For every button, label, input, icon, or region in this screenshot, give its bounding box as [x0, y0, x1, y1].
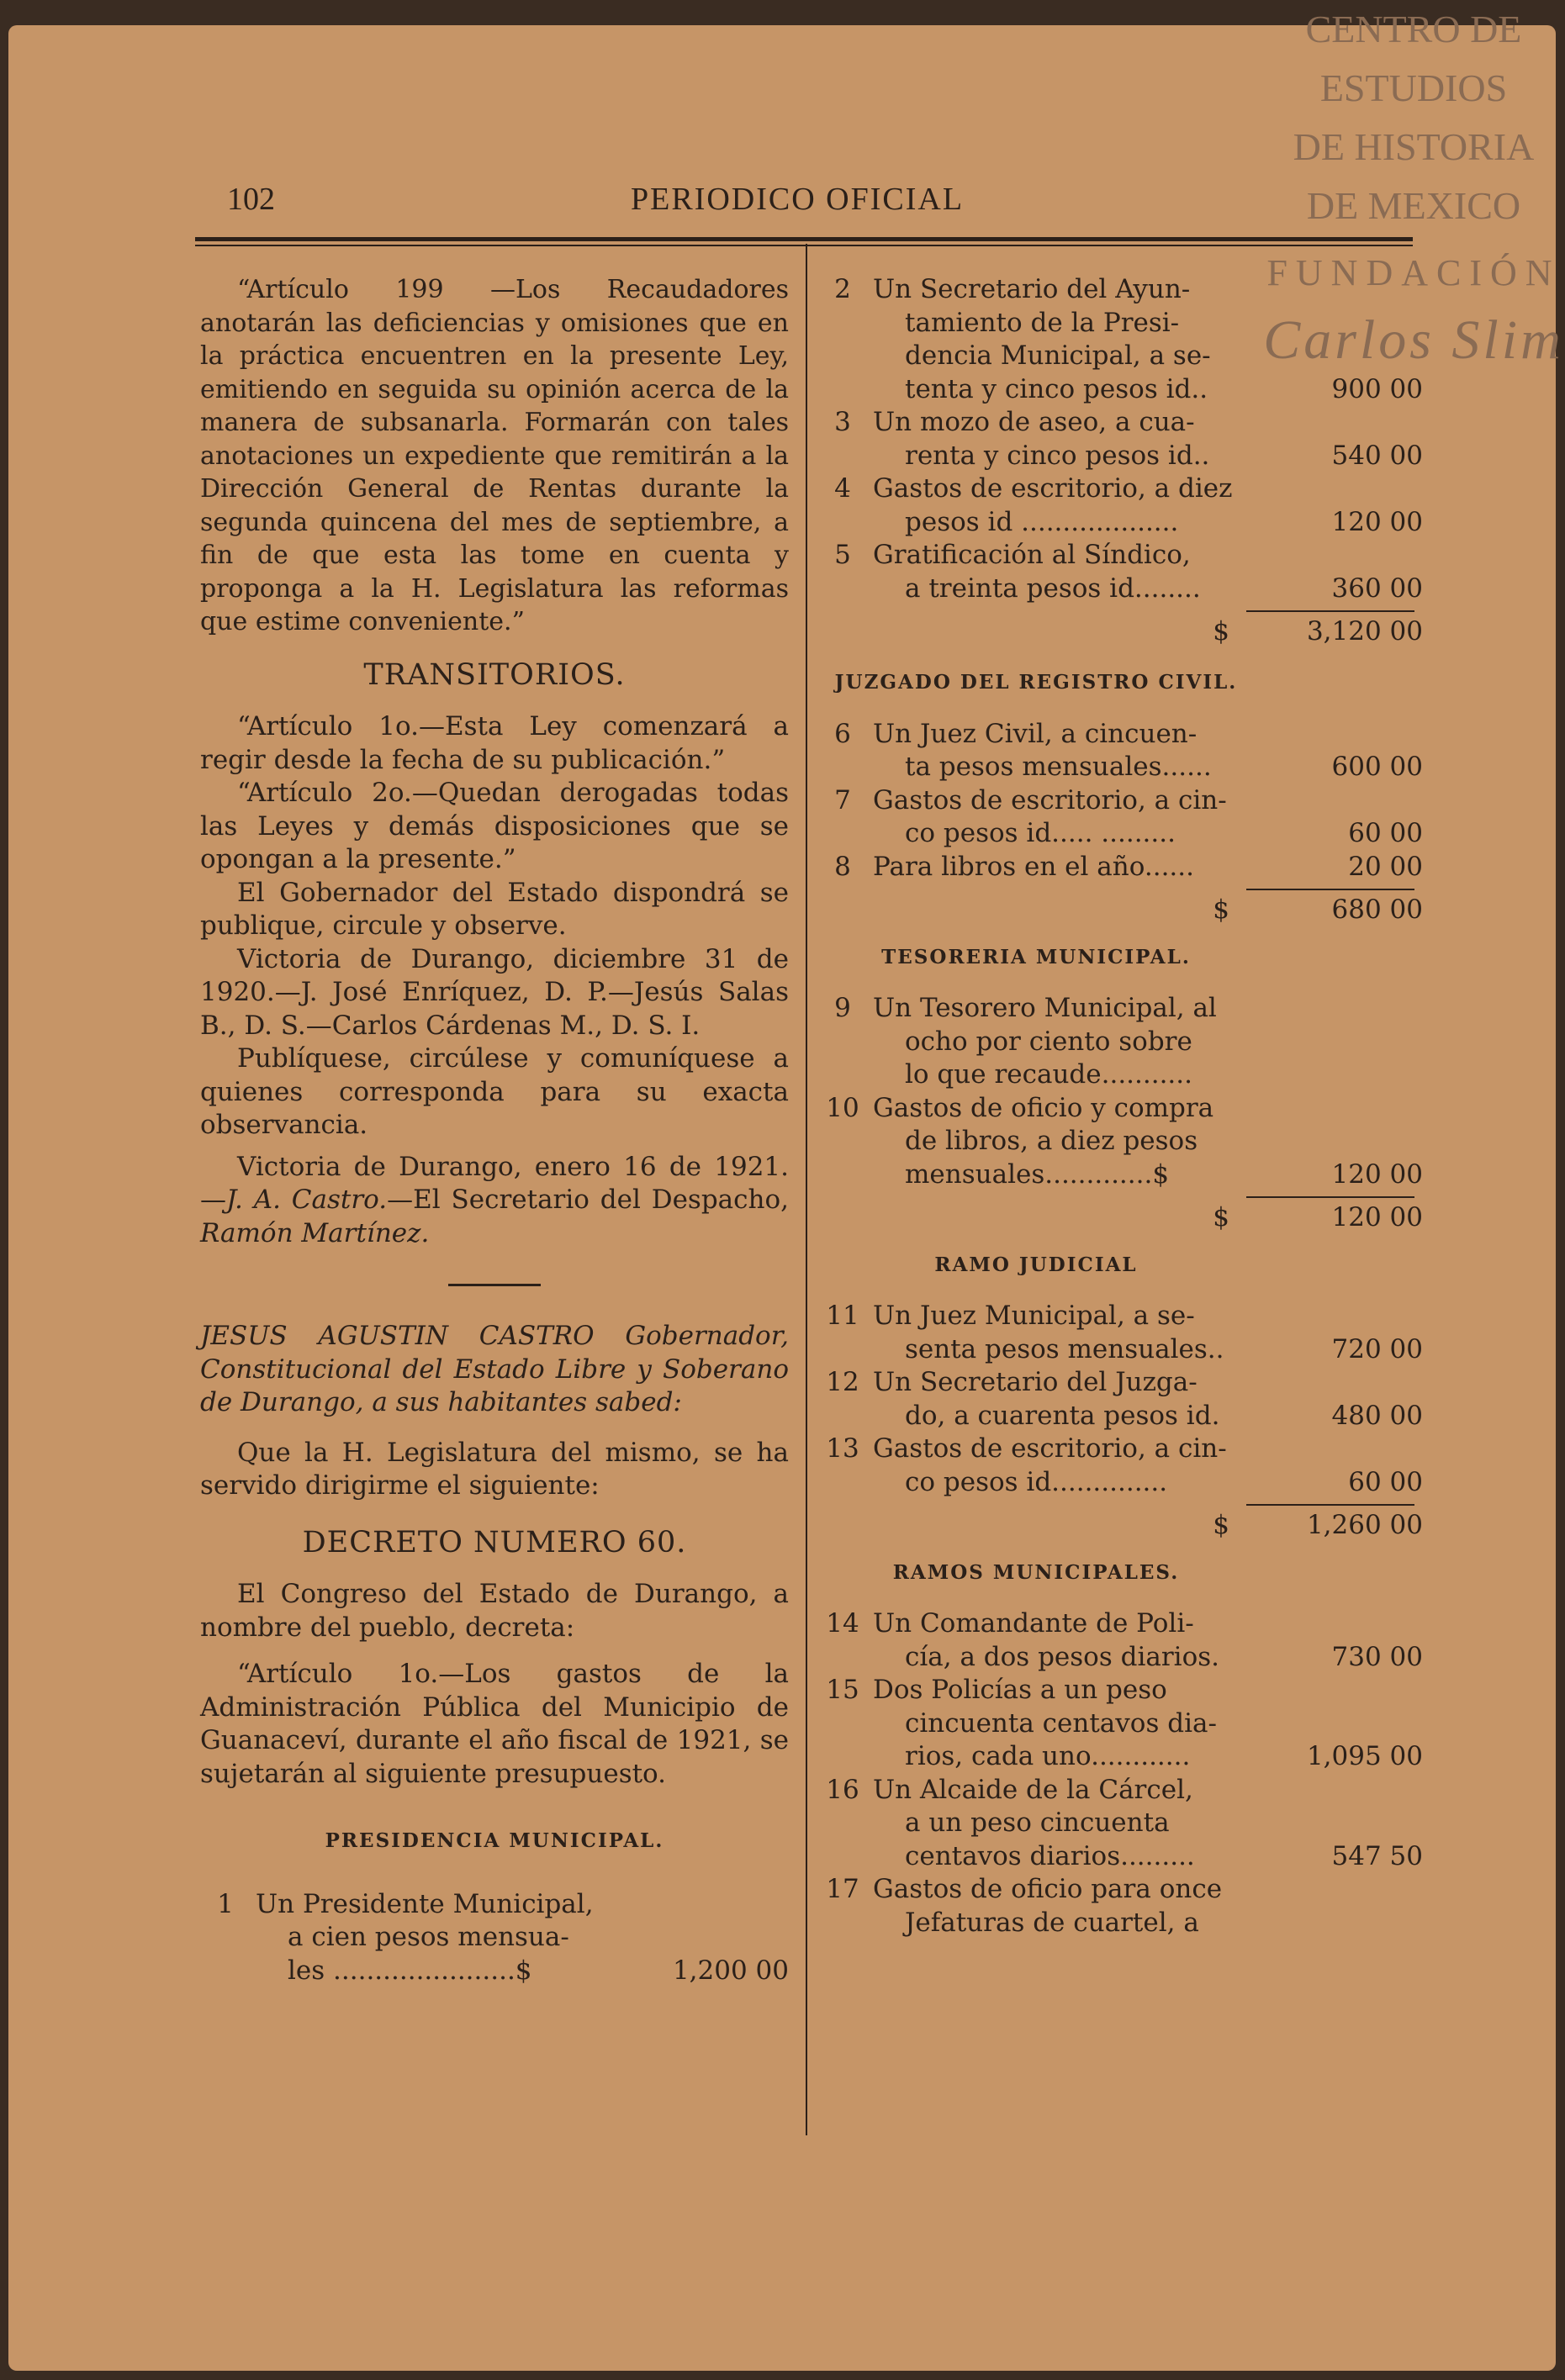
item-number: 4	[834, 473, 851, 504]
section-total	[817, 1509, 1423, 1543]
article-2: “Artículo 2o.—Quedan derogadas todas las Leyes y demás disposiciones que se opongan a la presente.”	[200, 778, 789, 874]
item-line: Un Presidente Municipal,	[256, 1888, 594, 1919]
budget-item	[817, 1873, 1423, 1939]
item-line: ta pesos mensuales......	[905, 752, 1212, 782]
budget-item	[817, 1092, 1423, 1192]
item-line: Un Tesorero Municipal, al	[873, 993, 1217, 1023]
section-total	[817, 615, 1423, 649]
item-description	[868, 472, 1255, 539]
budget-item	[200, 1888, 789, 1988]
item-number: 14	[826, 1608, 859, 1639]
item-line: centavos diarios.........	[905, 1840, 1195, 1871]
item-description	[868, 1433, 1255, 1499]
article-1: “Artículo 1o.—Esta Ley comenzará a regir desde la fecha de su publicación.”	[200, 711, 789, 775]
item-amount: 730 00	[1331, 1641, 1423, 1672]
item-description	[868, 992, 1255, 1092]
watermark-signature: Carlos Slim	[1263, 309, 1564, 371]
budget-item	[817, 472, 1423, 539]
sum-rule	[1246, 1196, 1414, 1198]
item-number: 9	[834, 993, 851, 1023]
section-total	[817, 894, 1423, 927]
item-number: 8	[834, 851, 851, 882]
item-line: Un Comandante de Poli-	[873, 1608, 1194, 1639]
item-line: senta pesos mensuales..	[905, 1333, 1224, 1364]
item-number: 17	[826, 1874, 859, 1904]
item-amount: 547 50	[1331, 1840, 1423, 1871]
item-description	[868, 273, 1255, 406]
item-line: co pesos id..............	[905, 1466, 1168, 1497]
item-number: 2	[834, 274, 851, 304]
item-amount: 1,095 00	[1306, 1741, 1423, 1771]
article-199: “Artículo 199 —Los Recaudadores anotarán las deficiencias y omisiones que en la práctica encuentren en la presente Ley, emitiendo en seguida su opinión acerca de la manera de subsanarla. Formarán con tales anotaciones un expediente que remitirán a la Dirección General de Rentas durante la segunda quincena del mes de septiembre, a fin de que esta las tome en cuenta y proponga a la H. Legislatura las reformas que estime conveniente.”	[200, 275, 789, 636]
victoria-date-text: Victoria de Durango, enero 16 de 1921.	[237, 1151, 789, 1182]
article-1-budget: “Artículo 1o.—Los gastos de la Administración Pública del Municipio de Guanaceví, durante el año fiscal de 1921, se sujetarán al siguiente presupuesto.	[200, 1659, 789, 1789]
item-amount: 60 00	[1348, 818, 1423, 848]
page-title: PERIODICO OFICIAL	[631, 182, 965, 217]
item-line: rios, cada uno............	[905, 1741, 1191, 1771]
decreto-heading: DECRETO NUMERO 60.	[302, 1525, 687, 1559]
item-line: Dos Policías a un peso	[873, 1675, 1167, 1705]
item-amount: 120 00	[1331, 1158, 1423, 1190]
budget-item	[817, 1366, 1423, 1433]
watermark-line: ESTUDIOS	[1319, 66, 1508, 109]
item-number: 7	[834, 784, 851, 815]
item-number: 11	[826, 1301, 859, 1331]
martinez-signature: Ramón Martínez.	[200, 1217, 430, 1248]
watermark-line: DE HISTORIA	[1293, 125, 1535, 168]
secretario-text: —El Secretario del Despacho,	[387, 1185, 790, 1215]
item-line: co pesos id..... .........	[905, 818, 1176, 848]
item-line: lo que recaude...........	[905, 1059, 1192, 1090]
item-amount: 60 00	[1348, 1466, 1423, 1497]
total-amount: 680 00	[1331, 894, 1423, 925]
currency-sign: $	[1213, 1202, 1229, 1232]
section-total	[817, 1201, 1423, 1235]
currency-sign: $	[1213, 1510, 1229, 1540]
item-line: de libros, a diez pesos	[905, 1126, 1198, 1156]
item-description	[868, 406, 1255, 472]
item-amount: 1,200 00	[672, 1955, 789, 1986]
sum-rule	[1246, 1504, 1414, 1506]
item-description	[868, 1873, 1255, 1939]
publiquese-text: Publíquese, circúlese y comuníquese a quienes corresponda para su exacta observancia.	[200, 1043, 789, 1140]
item-line: do, a cuarenta pesos id.	[905, 1400, 1220, 1431]
item-line: cincuenta centavos dia-	[905, 1707, 1217, 1739]
item-number: 13	[826, 1433, 859, 1464]
item-line: mensuales.............$	[905, 1158, 1170, 1190]
item-line: Gastos de escritorio, a diez	[873, 473, 1233, 504]
item-line: tenta y cinco pesos id..	[905, 373, 1208, 404]
victoria-date-1920: Victoria de Durango, diciembre 31 de 1920.—J. José Enríquez, D. P.—Jesús Salas B., D. S.—Carlos Cárdenas M., D. S. I.	[200, 943, 789, 1041]
victoria-date-1921	[200, 1151, 789, 1251]
total-amount: 120 00	[1331, 1202, 1423, 1232]
item-line: Un Juez Civil, a cincuen-	[873, 718, 1198, 749]
item-line: a cien pesos mensua-	[288, 1922, 569, 1952]
item-line: dencia Municipal, a se-	[905, 340, 1211, 371]
currency-sign: $	[1213, 894, 1229, 925]
item-number: 10	[826, 1092, 859, 1123]
budget-item	[817, 1774, 1423, 1874]
left-column	[200, 273, 789, 1987]
budget-item	[817, 1300, 1423, 1366]
item-number: 16	[826, 1774, 859, 1805]
watermark-fundacion: FUNDACIÓN	[1266, 252, 1561, 293]
item-number: 6	[834, 718, 851, 749]
item-amount: 900 00	[1331, 373, 1423, 404]
item-amount: 360 00	[1331, 573, 1423, 604]
item-description	[251, 1888, 629, 1988]
item-line: a un peso cincuenta	[905, 1807, 1170, 1838]
item-line: Gastos de oficio para once	[873, 1874, 1223, 1904]
item-number: 5	[834, 540, 851, 570]
budget-item	[817, 1607, 1423, 1674]
item-line: ocho por ciento sobre	[905, 1026, 1192, 1057]
item-line: Un Secretario del Ayun-	[873, 274, 1191, 304]
item-description	[868, 1366, 1255, 1433]
tesoreria-heading: TESORERIA MUNICIPAL.	[881, 945, 1191, 968]
right-column	[817, 273, 1423, 1939]
item-line: cía, a dos pesos diarios.	[905, 1641, 1219, 1672]
item-description	[868, 539, 1255, 605]
ramos-heading: RAMOS MUNICIPALES.	[892, 1560, 1180, 1584]
budget-item	[817, 1433, 1423, 1499]
gobernador-text: El Gobernador del Estado dispondrá se publique, circule y observe.	[200, 877, 789, 941]
item-line: Gratificación al Síndico,	[873, 540, 1191, 570]
section-separator	[448, 1284, 541, 1286]
watermark-line: CENTRO DE	[1305, 8, 1522, 50]
page-number: 102	[227, 182, 275, 217]
item-line: Un Alcaide de la Cárcel,	[873, 1774, 1193, 1805]
item-number: 1	[217, 1888, 234, 1919]
item-line: Un Secretario del Juzga-	[873, 1367, 1198, 1397]
budget-item	[817, 851, 1423, 884]
budget-item	[817, 718, 1423, 784]
item-number: 15	[826, 1675, 859, 1705]
governor-title: Gobernador, Constitucional del Estado Libre y Soberano de Durango, a sus habitantes sabed:	[200, 1321, 789, 1417]
item-description	[868, 784, 1255, 851]
item-amount: 720 00	[1331, 1333, 1423, 1364]
item-line: Un Juez Municipal, a se-	[873, 1301, 1195, 1331]
page-header	[0, 172, 1565, 223]
item-description	[868, 851, 1255, 884]
signature-dash: —	[200, 1185, 226, 1215]
item-line: Gastos de escritorio, a cin-	[873, 784, 1227, 815]
transitorios-heading: TRANSITORIOS.	[363, 657, 626, 692]
currency-sign: $	[1213, 616, 1229, 646]
header-rule	[195, 237, 1413, 241]
juzgado-heading: JUZGADO DEL REGISTRO CIVIL.	[834, 670, 1238, 694]
castro-signature: J. A. Castro.	[226, 1185, 388, 1215]
watermark-line: DE MEXICO	[1306, 184, 1521, 227]
item-line: Gastos de escritorio, a cin-	[873, 1433, 1227, 1464]
item-line: Para libros en el año......	[873, 851, 1194, 882]
item-line: les ......................$	[288, 1955, 532, 1986]
judicial-heading: RAMO JUDICIAL	[934, 1253, 1138, 1276]
congreso-text: El Congreso del Estado de Durango, a nombre del pueblo, decreta:	[200, 1579, 789, 1643]
item-number: 12	[826, 1367, 859, 1397]
item-line: renta y cinco pesos id..	[905, 440, 1210, 471]
budget-item	[817, 992, 1423, 1092]
item-line: Un mozo de aseo, a cua-	[873, 407, 1195, 437]
item-description	[868, 1607, 1255, 1674]
budget-item	[817, 784, 1423, 851]
item-amount: 480 00	[1331, 1400, 1423, 1431]
governor-name: JESUS AGUSTIN CASTRO	[200, 1321, 595, 1351]
item-number: 3	[834, 407, 851, 437]
item-description	[868, 1092, 1255, 1192]
item-amount: 120 00	[1331, 506, 1423, 537]
item-description	[868, 1774, 1255, 1874]
presidencia-heading: PRESIDENCIA MUNICIPAL.	[325, 1829, 664, 1852]
budget-item	[817, 273, 1423, 406]
item-amount: 600 00	[1331, 752, 1423, 782]
total-amount: 1,260 00	[1306, 1510, 1423, 1540]
item-description	[868, 1300, 1255, 1366]
item-amount: 20 00	[1348, 851, 1423, 882]
item-line: tamiento de la Presi-	[905, 307, 1180, 338]
budget-item	[817, 539, 1423, 605]
item-description	[868, 1674, 1255, 1774]
sum-rule	[1246, 610, 1414, 612]
total-amount: 3,120 00	[1306, 616, 1423, 646]
item-line: Gastos de oficio y compra	[873, 1092, 1214, 1123]
governor-announcement	[200, 1320, 789, 1420]
legislatura-text: Que la H. Legislatura del mismo, se ha servido dirigirme el siguiente:	[200, 1437, 789, 1501]
sum-rule	[1246, 889, 1414, 890]
item-line: pesos id ...................	[905, 506, 1179, 537]
item-line: Jefaturas de cuartel, a	[905, 1907, 1199, 1938]
item-description	[868, 718, 1255, 784]
item-line: a treinta pesos id........	[905, 573, 1201, 604]
header-rule-thin	[195, 245, 1413, 246]
budget-item	[817, 1674, 1423, 1774]
budget-item	[817, 406, 1423, 472]
item-amount: 540 00	[1331, 440, 1423, 471]
column-divider	[806, 244, 807, 2135]
